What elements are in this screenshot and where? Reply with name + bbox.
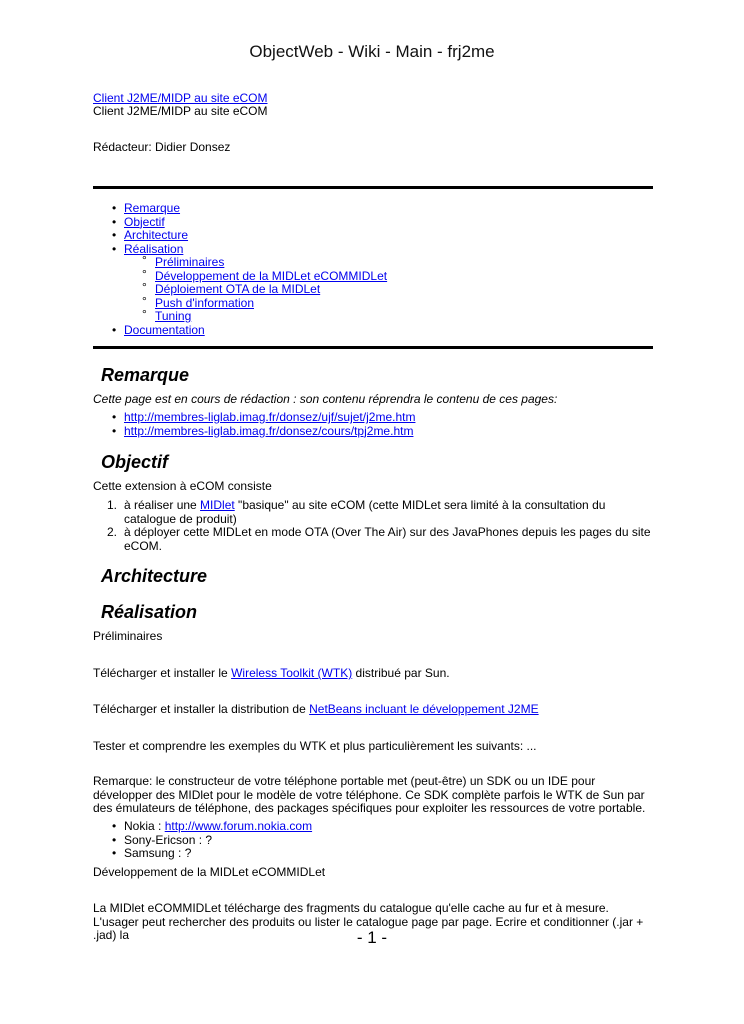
paragraph-sdk-note: Remarque: le constructeur de votre téléphone portable met (peut-être) un SDK ou un IDE pour développer des MIDlet pour le modèle de votre téléphone. Ce SDK complète parfois le WTK de Sun par des émulateurs de téléphone, des packages spécifiques pour exploiter les ressources de votre portable. xyxy=(93,774,646,815)
toc-link-developpement[interactable]: Développement de la MIDLet eCOMMIDLet xyxy=(155,268,388,283)
toc-link-architecture[interactable]: Architecture xyxy=(124,228,189,242)
toc-subitem-developpement xyxy=(93,270,653,284)
toc-link-deploiement[interactable]: Déploiement OTA de la MIDLet xyxy=(155,282,321,296)
section-heading-remarque: Remarque xyxy=(101,365,190,385)
nokia-link[interactable]: http://www.forum.nokia.com xyxy=(164,819,313,833)
paragraph-midlet: La MIDlet eCOMMIDLet télécharge des fragments du catalogue qu'elle cache au fur et à mesure. L'usager peut rechercher des produits ou lister le catalogue page par page. Ecrire et conditionner (.jar + .jad) la xyxy=(93,901,644,942)
list-item: 1. à réaliser une MIDlet "basique" au site eCOM (cette MIDLet sera limité à la consultation du catalogue de produit) xyxy=(107,498,606,526)
wtk-link[interactable]: Wireless Toolkit (WTK) xyxy=(231,666,353,680)
toc-link-preliminaires[interactable]: Préliminaires xyxy=(155,255,225,269)
objectif-list xyxy=(93,499,653,553)
page-number: - 1 - xyxy=(356,928,388,947)
vendor-list xyxy=(93,820,653,861)
intro-subtitle: Client J2ME/MIDP au site eCOM xyxy=(93,104,268,118)
toc-link-objectif[interactable]: Objectif xyxy=(124,214,165,229)
intro-link[interactable]: Client J2ME/MIDP au site eCOM xyxy=(93,91,268,105)
toc-link-tuning[interactable]: Tuning xyxy=(155,309,192,323)
section-heading-realisation: Réalisation xyxy=(101,602,198,622)
toc-link-remarque[interactable]: Remarque xyxy=(124,201,181,215)
list-item: • Sony-Ericson : ? xyxy=(93,834,653,848)
toc-subitem-tuning xyxy=(93,310,653,324)
list-number: 1. xyxy=(107,498,118,512)
page-title: ObjectWeb - Wiki - Main - frj2me xyxy=(249,42,495,61)
toc-item-documentation xyxy=(93,324,653,338)
list-item: 2. à déployer cette MIDLet en mode OTA (Over The Air) sur des JavaPhones depuis les pages du site eCOM. xyxy=(107,525,651,553)
subheading-preliminaires: Préliminaires xyxy=(93,629,163,643)
toc-item-objectif xyxy=(93,216,653,230)
remarque-link-2[interactable]: http://membres-liglab.imag.fr/donsez/cours/tpj2me.htm xyxy=(124,423,414,438)
toc-subitem-deploiement xyxy=(93,283,653,297)
table-of-contents xyxy=(93,202,653,337)
list-item: • Nokia : http://www.forum.nokia.com xyxy=(93,820,653,834)
remarque-link-1[interactable]: http://membres-liglab.imag.fr/donsez/ujf/sujet/j2me.htm xyxy=(124,410,416,424)
objectif-intro: Cette extension à eCOM consiste xyxy=(93,479,272,493)
divider-bottom xyxy=(93,346,653,349)
paragraph-netbeans: Télécharger et installer la distribution de NetBeans incluant le développement J2ME xyxy=(93,702,539,716)
list-item xyxy=(93,425,653,439)
author-line: Rédacteur: Didier Donsez xyxy=(93,140,231,154)
remarque-note: Cette page est en cours de rédaction : son contenu réprendra le contenu de ces pages: xyxy=(93,392,558,406)
divider-top xyxy=(93,186,653,189)
toc-link-push[interactable]: Push d'information xyxy=(155,295,255,310)
toc-item-realisation xyxy=(93,243,653,257)
list-item: • Samsung : ? xyxy=(93,847,653,861)
list-number: 2. xyxy=(107,525,118,539)
toc-item-architecture xyxy=(93,229,653,243)
paragraph-wtk: Télécharger et installer le Wireless Toolkit (WTK) distribué par Sun. xyxy=(93,666,450,680)
subheading-developpement: Développement de la MIDLet eCOMMIDLet xyxy=(93,865,326,879)
toc-subitem-push xyxy=(93,297,653,311)
list-item xyxy=(93,411,653,425)
netbeans-link[interactable]: NetBeans incluant le développement J2ME xyxy=(309,702,539,716)
toc-item-remarque xyxy=(93,202,653,216)
midlet-link[interactable]: MIDlet xyxy=(200,498,235,512)
toc-link-documentation[interactable]: Documentation xyxy=(124,322,205,337)
remarque-link-list xyxy=(93,411,653,438)
toc-subitem-preliminaires xyxy=(93,256,653,270)
section-heading-architecture: Architecture xyxy=(101,566,208,586)
toc-link-realisation[interactable]: Réalisation xyxy=(124,241,184,256)
section-heading-objectif: Objectif xyxy=(101,452,169,472)
paragraph-examples: Tester et comprendre les exemples du WTK et plus particulièrement les suivants: ... xyxy=(93,739,537,753)
